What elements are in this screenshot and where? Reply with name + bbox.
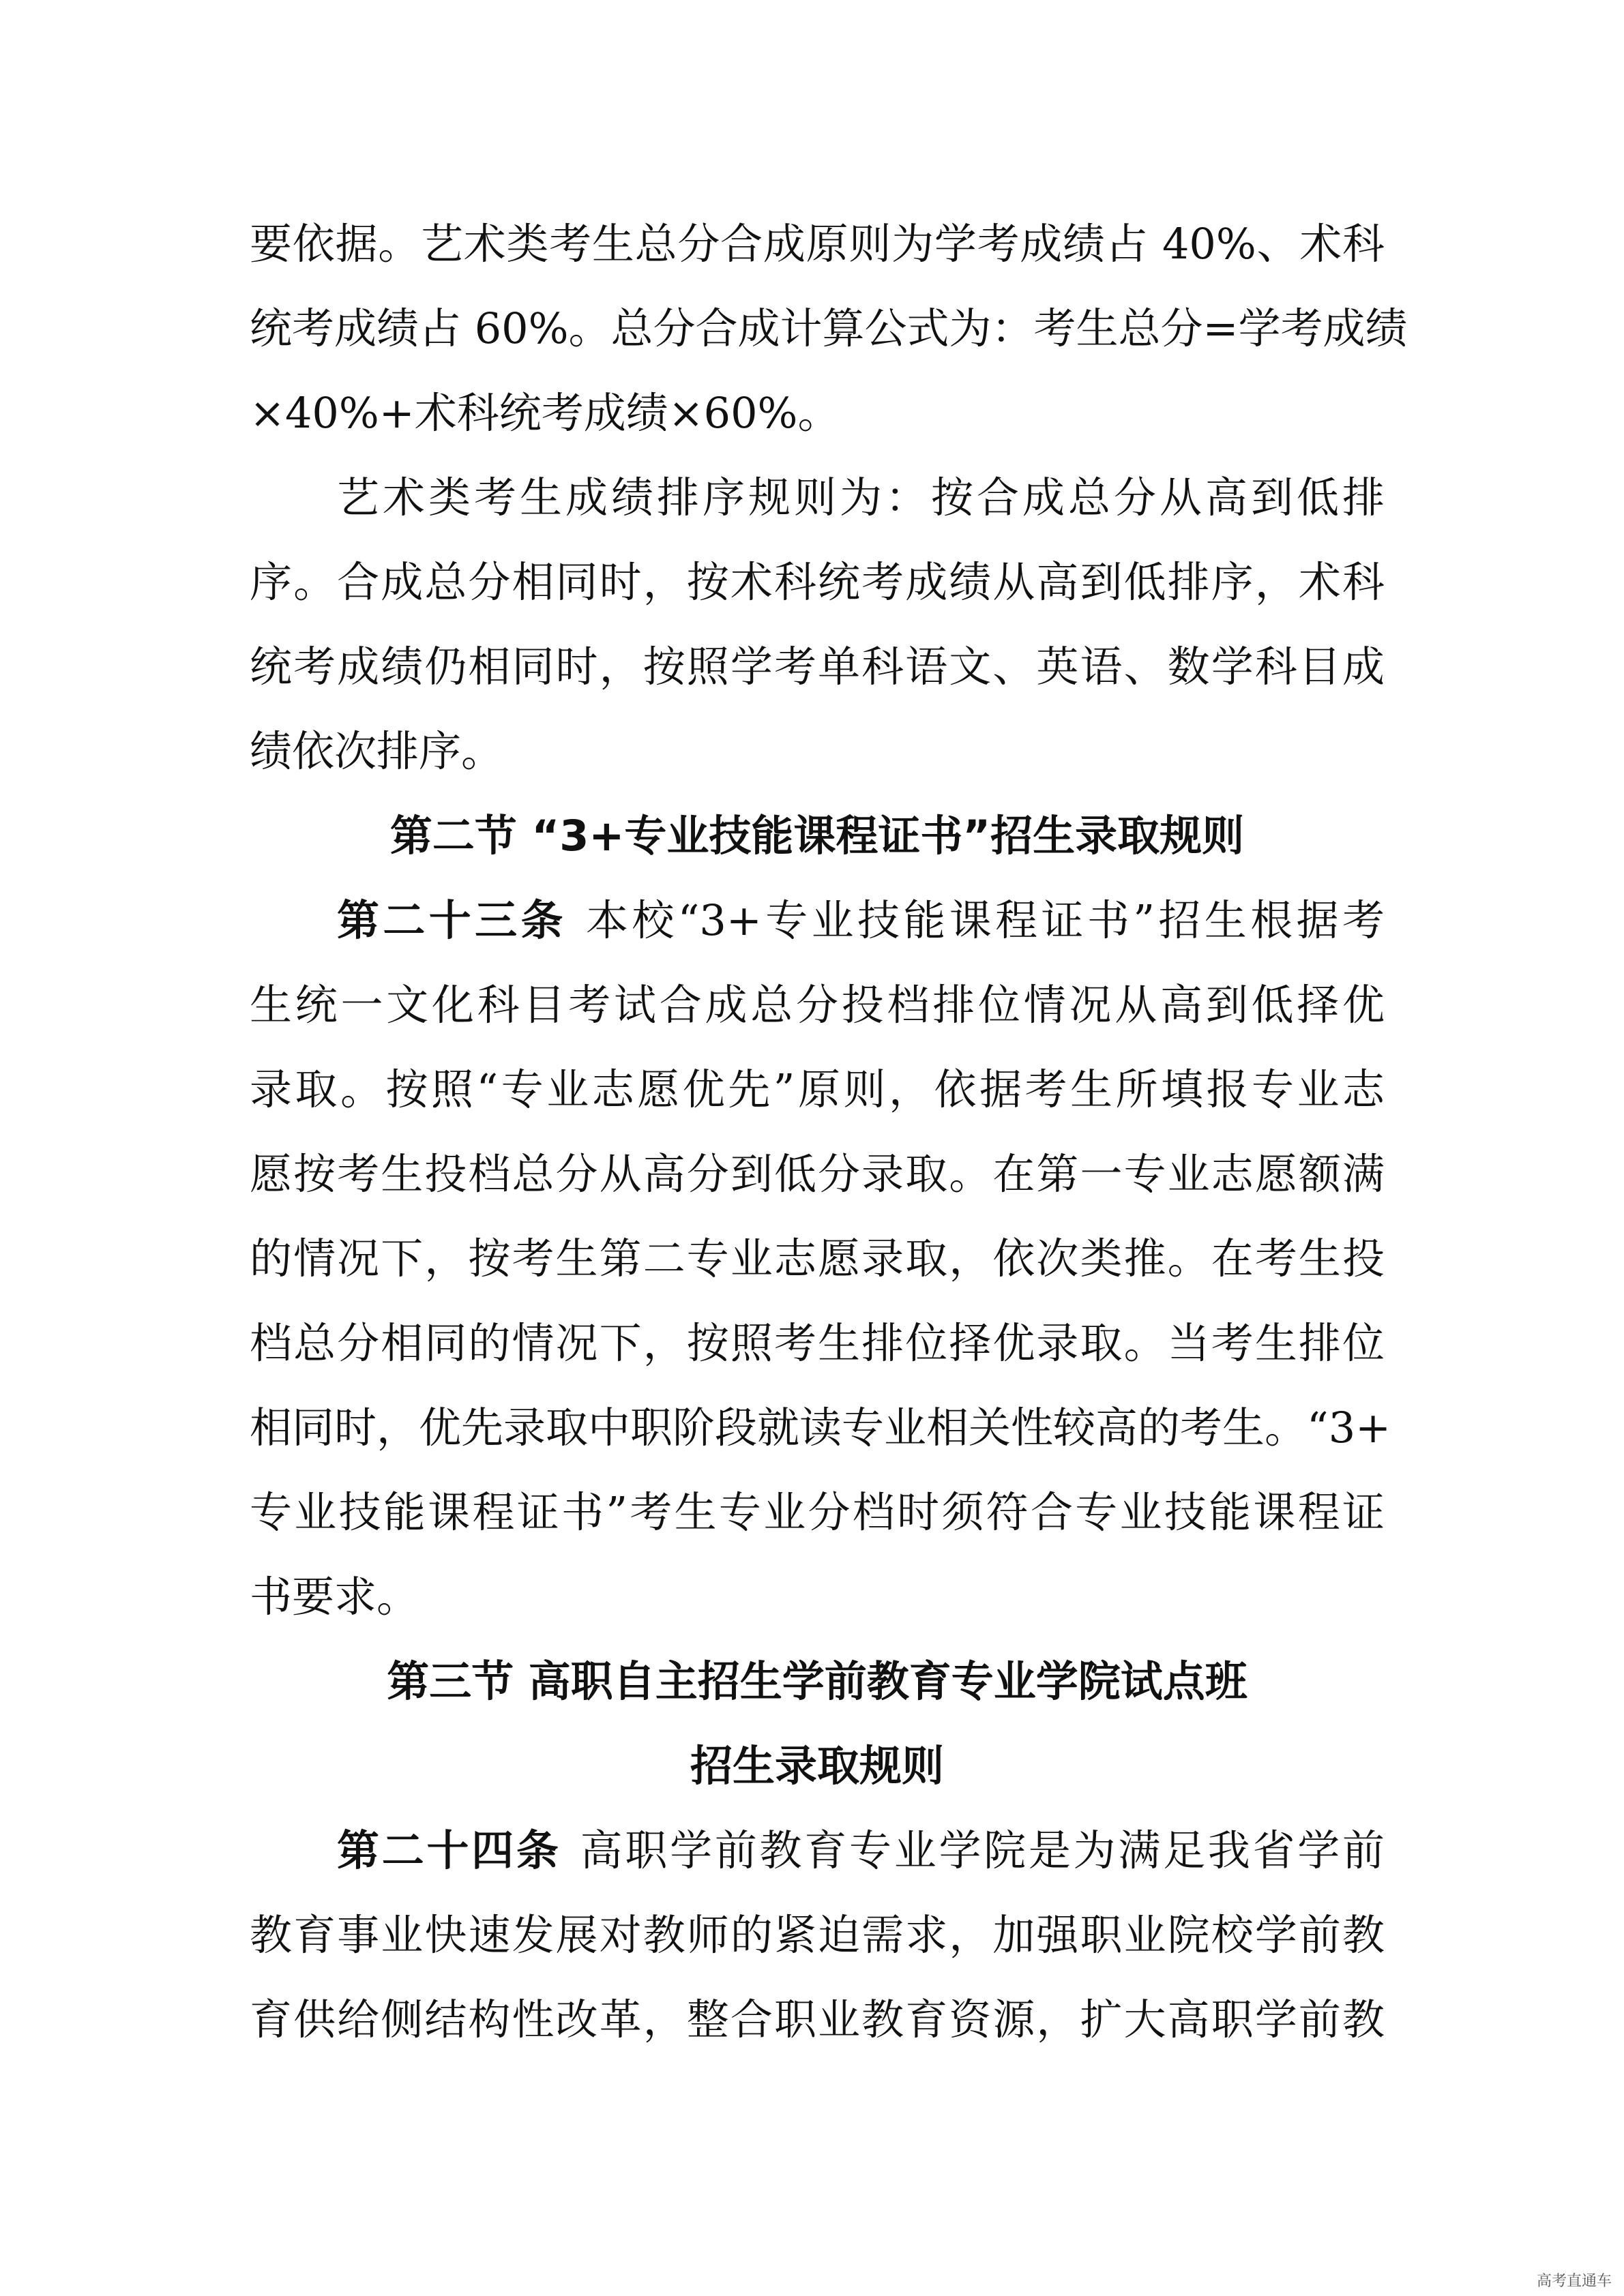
- watermark-text: 高考直通车: [1536, 2273, 1612, 2290]
- text-line: 统考成绩占 60%。总分合成计算公式为：考生总分=学考成绩: [250, 303, 1408, 353]
- article-first-line: [250, 878, 1385, 963]
- article-24: [250, 1808, 1385, 2062]
- article-first-line: [250, 1808, 1385, 1893]
- text-line: 录取。按照“专业志愿优先”原则，依据考生所填报专业志: [250, 1064, 1385, 1114]
- article-23: [250, 878, 1391, 1639]
- text-line: 生统一文化科目考试合成总分投档排位情况从高到低择优: [250, 980, 1385, 1030]
- text-line: 育供给侧结构性改革，整合职业教育资源，扩大高职学前教: [250, 1995, 1385, 2044]
- text-line: 的情况下，按考生第二专业志愿录取，依次类推。在考生投: [250, 1234, 1385, 1283]
- section-heading-continued: 招生录取规则: [690, 1741, 944, 1791]
- text-line: 相同时，优先录取中职阶段就读专业相关性较高的考生。“3+: [250, 1403, 1391, 1452]
- paragraph-art-ranking-rules: [250, 456, 1385, 794]
- text-line: 书要求。: [250, 1572, 419, 1622]
- text-line: 要依据。艺术类考生总分合成原则为学考成绩占 40%、术科: [250, 219, 1385, 269]
- text-line: 愿按考生投档总分从高分到低分录取。在第一专业志愿额满: [250, 1149, 1385, 1199]
- article-label: 第二十四条: [337, 1825, 561, 1875]
- text-line: 艺术类考生成绩排序规则为：按合成总分从高到低排: [337, 473, 1385, 522]
- text-line: 序。合成总分相同时，按术科统考成绩从高到低排序，术科: [250, 557, 1385, 607]
- text-line: 绩依次排序。: [250, 726, 504, 776]
- article-text: 本校“3+专业技能课程证书”招生根据考: [585, 895, 1385, 945]
- section-heading: 第三节 高职自主招生学前教育专业学院试点班: [387, 1656, 1247, 1706]
- text-line: 教育事业快速发展对教师的紧迫需求，加强职业院校学前教: [250, 1910, 1385, 1960]
- text-line: 统考成绩仍相同时，按照学考单科语文、英语、数学科目成: [250, 642, 1385, 691]
- paragraph-art-score-formula: [250, 202, 1408, 456]
- article-text: 高职学前教育专业学院是为满足我省学前: [580, 1825, 1385, 1875]
- article-label: 第二十三条: [337, 895, 567, 945]
- document-body: [250, 202, 1408, 2062]
- section-heading: 第二节 “3+专业技能课程证书”招生录取规则: [389, 811, 1245, 861]
- text-line: 档总分相同的情况下，按照考生排位择优录取。当考生排位: [250, 1318, 1385, 1368]
- text-line: ×40%+术科统考成绩×60%。: [250, 388, 840, 438]
- text-line: 专业技能课程证书”考生专业分档时须符合专业技能课程证: [250, 1487, 1385, 1537]
